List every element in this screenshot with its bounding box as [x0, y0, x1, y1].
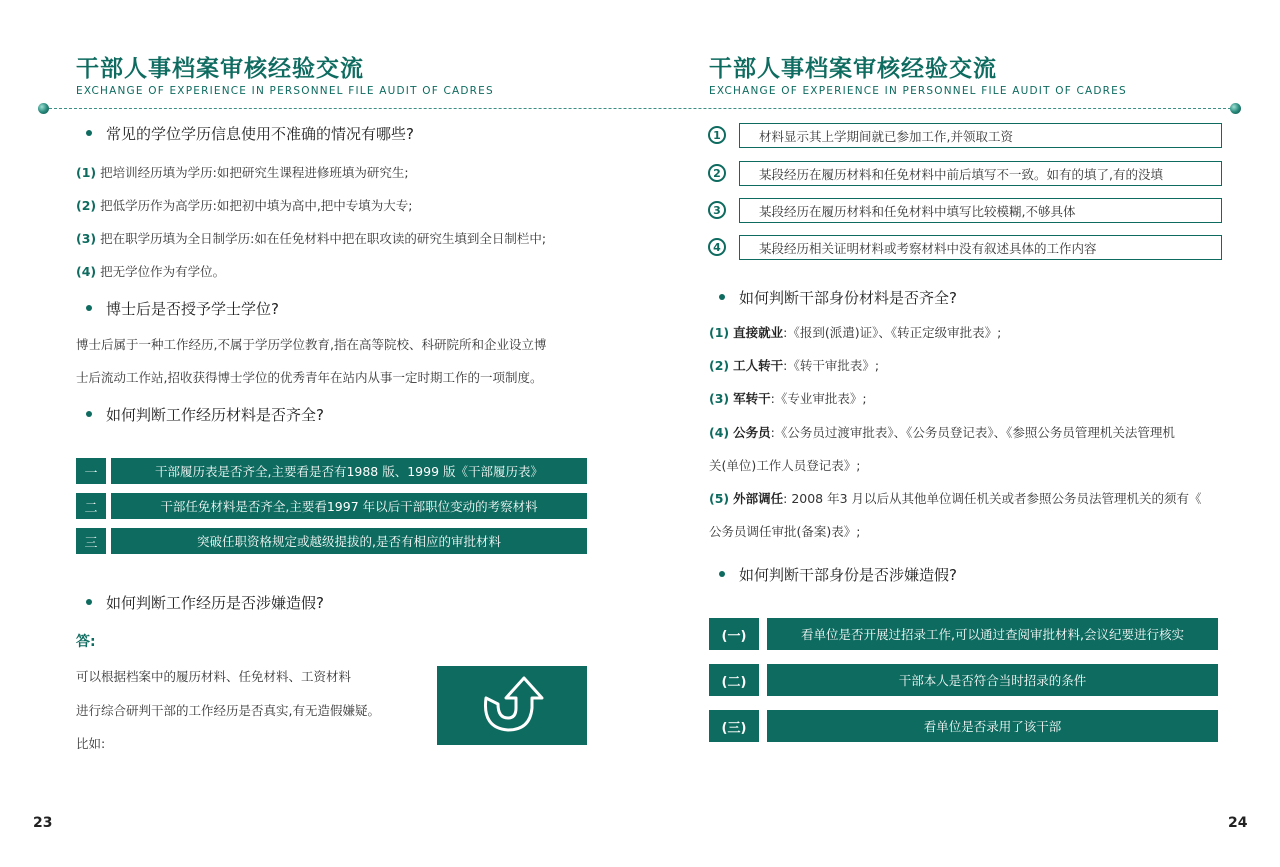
question-heading: 如何判断干部身份是否涉嫌造假?: [719, 564, 957, 585]
numbered-circle: 1: [708, 126, 726, 144]
band-tag: (三): [709, 710, 759, 742]
question-heading: 如何判断干部身份材料是否齐全?: [719, 287, 957, 308]
question-heading: 如何判断工作经历材料是否齐全?: [86, 404, 324, 425]
page-title: 干部人事档案审核经验交流: [709, 56, 997, 82]
bullet-dot: [86, 305, 92, 311]
list-item: (1) 直接就业:《报到(派遣)证》、《转正定级审批表》;: [709, 325, 1002, 340]
list-item: (2) 工人转干:《转干审批表》;: [709, 358, 880, 373]
answer-line: 可以根据档案中的履历材料、任免材料、工资材料: [76, 669, 352, 684]
numbered-circle: 4: [708, 238, 726, 256]
list-item: (2) 把低学历作为高学历:如把初中填为高中,把中专填为大专;: [76, 198, 413, 213]
bullet-dot: [86, 130, 92, 136]
question-heading: 常见的学位学历信息使用不准确的情况有哪些?: [86, 123, 414, 144]
illustration-box: [437, 666, 587, 745]
bullet-dot: [86, 599, 92, 605]
band-tag: 一: [76, 458, 106, 484]
band-bar: 干部本人是否符合当时招录的条件: [767, 664, 1218, 696]
bullet-dot: [719, 571, 725, 577]
page-number: 24: [1228, 815, 1248, 831]
page-title: 干部人事档案审核经验交流: [76, 56, 364, 82]
band-bar: 干部任免材料是否齐全,主要看1997 年以后干部职位变动的考察材料: [111, 493, 587, 519]
numbered-circle: 3: [708, 201, 726, 219]
band-tag: (二): [709, 664, 759, 696]
answer-line: 比如:: [76, 736, 106, 751]
page-subtitle: EXCHANGE OF EXPERIENCE IN PERSONNEL FILE AUDIT OF CADRES: [709, 85, 1127, 97]
page-number: 23: [33, 815, 53, 831]
answer-label: 答:: [76, 634, 96, 650]
band-bar: 看单位是否开展过招录工作,可以通过查阅审批材料,会议纪要进行核实: [767, 618, 1218, 650]
outlined-box: 某段经历在履历材料和任免材料中前后填写不一致。如有的填了,有的没填: [739, 161, 1222, 186]
page-subtitle: EXCHANGE OF EXPERIENCE IN PERSONNEL FILE AUDIT OF CADRES: [76, 85, 494, 97]
list-item: (3) 把在职学历填为全日制学历:如在任免材料中把在职攻读的研究生填到全日制栏中;: [76, 231, 547, 246]
list-item: (1) 把培训经历填为学历:如把研究生课程进修班填为研究生;: [76, 165, 409, 180]
bullet-dot: [719, 294, 725, 300]
outlined-box: 材料显示其上学期间就已参加工作,并领取工资: [739, 123, 1222, 148]
band-bar: 突破任职资格规定或越级提拔的,是否有相应的审批材料: [111, 528, 587, 554]
list-item: (3) 军转干:《专业审批表》;: [709, 391, 867, 406]
list-item: 公务员调任审批(备案)表》;: [709, 524, 861, 539]
curved-arrow-icon: [472, 674, 552, 738]
outlined-box: 某段经历在履历材料和任免材料中填写比较模糊,不够具体: [739, 198, 1222, 223]
outlined-box: 某段经历相关证明材料或考察材料中没有叙述具体的工作内容: [739, 235, 1222, 260]
page-right: [640, 0, 1280, 867]
list-item: (4) 把无学位作为有学位。: [76, 264, 226, 279]
paragraph-line: 士后流动工作站,招收获得博士学位的优秀青年在站内从事一定时期工作的一项制度。: [76, 370, 543, 385]
band-tag: 三: [76, 528, 106, 554]
list-item: 关(单位)工作人员登记表》;: [709, 458, 861, 473]
band-bar: 看单位是否录用了该干部: [767, 710, 1218, 742]
numbered-circle: 2: [708, 164, 726, 182]
list-item: (4) 公务员:《公务员过渡审批表》、《公务员登记表》、《参照公务员管理机关法管理机: [709, 425, 1175, 440]
band-tag: (一): [709, 618, 759, 650]
band-tag: 二: [76, 493, 106, 519]
question-heading: 博士后是否授予学士学位?: [86, 298, 279, 319]
paragraph-line: 博士后属于一种工作经历,不属于学历学位教育,指在高等院校、科研院所和企业设立博: [76, 337, 547, 352]
list-item: (5) 外部调任: 2008 年3 月以后从其他单位调任机关或者参照公务员法管理机关的须有《: [709, 491, 1202, 506]
band-bar: 干部履历表是否齐全,主要看是否有1988 版、1999 版《干部履历表》: [111, 458, 587, 484]
bullet-dot: [86, 411, 92, 417]
question-heading: 如何判断工作经历是否涉嫌造假?: [86, 592, 324, 613]
answer-line: 进行综合研判干部的工作经历是否真实,有无造假嫌疑。: [76, 703, 380, 718]
